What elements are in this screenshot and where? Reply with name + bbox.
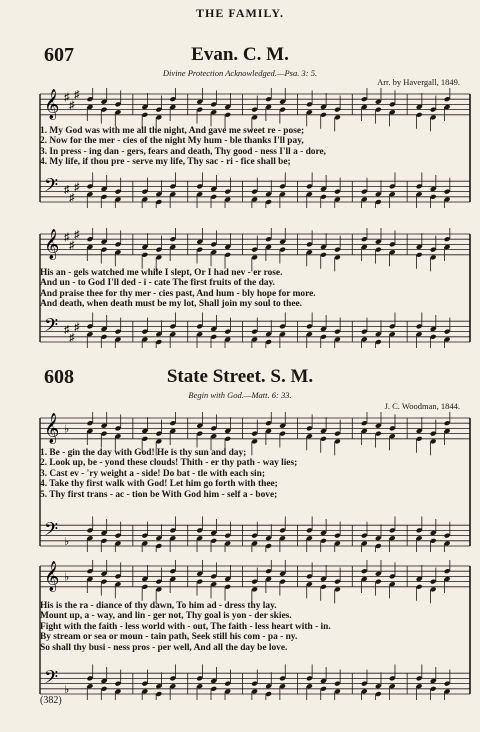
sharp-icon: ♯	[69, 99, 75, 112]
flat-icon: ♭	[64, 571, 70, 584]
sharp-icon: ♯	[64, 324, 70, 336]
sharp-icon: ♯	[64, 231, 70, 244]
lyric-line: 1. My God was with me all the night, And gave me sweet re - pose;	[40, 126, 305, 136]
lyric-line: His is the ra - diance of thy dawn, To him ad - dress thy lay.	[40, 601, 277, 611]
hymn-subtitle: Divine Protection Acknowledged.—Psa. 3: 5.	[162, 68, 318, 78]
lyric-line: Mount up, a - way, and lin - ger not, Thy goal is yon - der skies.	[40, 611, 292, 622]
lyric-line: 3. In press - ing dan - gers, fears and death, Thy good - ness I'll a - dore,	[40, 146, 326, 157]
flat-icon: ♭	[64, 535, 70, 548]
lyric-line: His an - gels watched me while I slept, Or I had nev - er rose.	[40, 268, 283, 278]
lyric-line: 5. Thy first trans - ac - tion be With God him - self a - bove;	[40, 489, 278, 500]
flat-icon: ♭	[64, 683, 70, 696]
lyric-line: By stream or sea or moun - tain path, Seek still his com - pa - ny.	[40, 632, 298, 643]
lyric-line: 3. Cast ev - 'ry weight a - side! Do bat - tle with each sin;	[40, 468, 265, 479]
hymn-credit: J. C. Woodman, 1844.	[384, 401, 460, 411]
lyric-line: And praise thee for thy mer - cies past, And hum - bly hope for more.	[40, 288, 316, 299]
lyric-line: So shall thy busi - ness pros - per well, And all the day be love.	[40, 642, 288, 653]
sharp-icon: ♯	[69, 239, 75, 252]
lyric-line: 4. My life, if thou pre - serve my life, Thy sac - ri - fice shall be;	[40, 157, 291, 168]
sharp-icon: ♯	[69, 331, 75, 344]
sharp-icon: ♯	[69, 191, 75, 204]
lyric-line: 1. Be - gin the day with God! He is thy sun and day;	[40, 448, 247, 458]
treble-clef-icon: 𝄞	[44, 561, 60, 592]
lyrics-block	[40, 448, 297, 500]
sharp-icon: ♯	[74, 181, 80, 194]
lyrics-block	[40, 126, 326, 168]
treble-clef-icon: 𝄞	[44, 229, 60, 260]
sharp-icon: ♯	[64, 184, 70, 196]
flat-icon: ♭	[64, 423, 70, 436]
treble-clef-icon: 𝄞	[44, 413, 60, 444]
lyric-line: 2. Look up, be - yond these clouds! Thith - er thy path - way lies;	[40, 458, 298, 469]
hymn-number: 608	[44, 366, 74, 388]
lyric-line: 4. Take thy first walk with God! Let him go forth with thee;	[40, 479, 278, 490]
sharp-icon: ♯	[74, 321, 80, 334]
tune-name: State Street. S. M.	[166, 366, 314, 387]
bass-clef-icon: 𝄢	[44, 175, 59, 201]
bass-clef-icon: 𝄢	[44, 667, 59, 693]
lyric-line: Fight with the faith - less world with - out, The faith - less heart with - in.	[40, 621, 331, 632]
bass-clef-icon: 𝄢	[44, 315, 59, 341]
hymn-subtitle: Begin with God.—Matt. 6: 33.	[188, 390, 292, 400]
sharp-icon: ♯	[64, 91, 70, 104]
lyric-line: 2. Now for the mer - cies of the night My hum - ble thanks I'll pay,	[40, 136, 304, 147]
lyrics-block	[40, 268, 316, 310]
lyric-line: And un - to God I'll ded - i - cate The first fruits of the day.	[40, 278, 275, 289]
hymn-credit: Arr. by Havergall, 1849.	[377, 77, 460, 87]
tune-name: Evan. C. M.	[191, 44, 289, 65]
sharp-icon: ♯	[74, 229, 80, 241]
bass-clef-icon: 𝄢	[44, 519, 59, 545]
hymn-number: 607	[44, 44, 74, 66]
lyrics-block	[40, 601, 331, 653]
treble-clef-icon: 𝄞	[44, 89, 60, 120]
page-header: THE FAMILY.	[196, 6, 284, 20]
page-number: (382)	[40, 695, 62, 706]
sharp-icon: ♯	[74, 89, 80, 101]
lyric-line: And death, when death must be my lot, Shall join my soul to thee.	[40, 299, 303, 310]
